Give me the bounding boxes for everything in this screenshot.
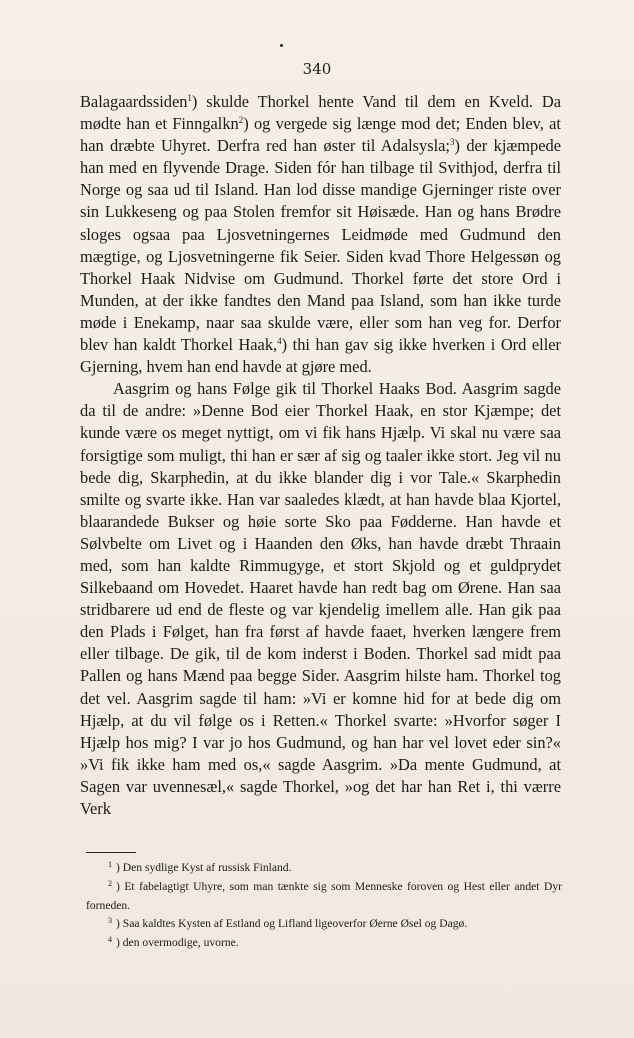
footnotes [86, 859, 562, 953]
ink-speck [280, 44, 283, 47]
footnote-ref-4: 4 [277, 336, 282, 347]
footnote-4 [86, 934, 562, 953]
footnote-text: ) Saa kaldtes Kysten af Estland og Lifland ligeoverfor Øerne Øsel og Dagø. [116, 917, 468, 931]
page-number: 340 [302, 60, 332, 78]
footnote-mark: 4 [108, 935, 112, 945]
text-run: ) thi han gav sig ikke hverken i Ord eller Gjerning, hvem han end havde at gjøre med. [80, 335, 561, 377]
footnote-3 [86, 915, 562, 934]
footnote-divider [86, 852, 136, 853]
footnote-ref-2: 2 [238, 115, 244, 126]
footnote-text: ) Et fabelagtigt Uhyre, som man tænkte sig som Menneske foroven og Hest eller andet Dyr forneden. [86, 879, 562, 912]
text-run: ) skulde Thorkel hente Vand til dem en Kveld. Da mødte han et Finngalkn [80, 92, 561, 134]
paragraph-1 [80, 91, 561, 378]
footnote-ref-1: 1 [187, 93, 192, 103]
footnote-mark: 2 [108, 878, 112, 888]
footnote-mark: 3 [108, 916, 112, 926]
footnote-2 [86, 878, 562, 916]
body-text [80, 91, 561, 820]
footnote-1 [86, 859, 562, 878]
text-run: ) der kjæmpede han med en flyvende Drage. Siden fór han tilbage til Svithjod, derfra til Norge og saa ud til Island. Han lod disse mandige Gjerninger riste over sin Lukkeseng og paa Stolen fremfor sit Høisæde. Han og hans Brødre sloges ogsaa paa Ljosvetningernes Leidmøde med Gudmund den mægtige, og Ljosvetningerne fik Seier. Siden kvad Thore Helgessøn og Thorkel Haak Nidvise om Gudmund. Thorkel førte det store Ord i Munden, at der ikke fandtes den Mand paa Island, som han ikke turde møde i Enekamp, naar saa skulde være, eller som han veg for. Derfor blev han kaldt Thorkel Haak, [80, 136, 561, 355]
footnote-mark: 1 [108, 860, 112, 869]
footnote-text: ) den overmodige, uvorne. [116, 936, 239, 950]
footnote-text: ) Den sydlige Kyst af russisk Finland. [116, 861, 292, 874]
paragraph-2: Aasgrim og hans Følge gik til Thorkel Haaks Bod. Aasgrim sagde da til de andre: »Denne Bod eier Thorkel Haak, en stor Kjæmpe; det kunde være os meget nyttigt, om vi fik hans Hjælp. Vi skal nu være saa forsigtige som muligt, thi han er sær af sig og taaler ikke stort. Jeg vil nu bede dig, Skarphedin, at du ikke blander dig i vor Tale.« Skarphedin smilte og svarte ikke. Han var saaledes klædt, at han havde blaa Kjortel, blaarandede Bukser og høie sorte Sko paa Fødderne. Han havde et Sølvbelte om Livet og i Haanden den Øks, han havde dræbt Thraain med, som han kaldte Rimmugyge, et stort Skjold og et guldprydet Silkebaand om Hovedet. Haaret havde han redt bag om Ørene. Han saa stridbarere ud end de fleste og var kjendelig imellem alle. Han gik paa den Plads i Følget, han fra først af havde faaet, hverken længere frem eller tilbage. De gik, til de kom inderst i Boden. Thorkel sad midt paa Pallen og hans Mænd paa begge Sider. Aasgrim hilste ham. Thorkel tog det vel. Aasgrim sagde til ham: »Vi er komne hid for at bede dig om Hjælp, at du vil følge os i Retten.« Thorkel svarte: »Hvorfor søger I Hjælp hos mig? I var jo hos Gudmund, og han har vel lovet eder sin?« »Vi fik ikke ham med os,« sagde Aasgrim. »Da mente Gudmund, at Sagen var uvennesæl,« sagde Thorkel, »og det har han Ret i, thi værre Verk [80, 379, 561, 818]
footnote-ref-3: 3 [450, 137, 455, 148]
text-run: ) og vergede sig længe mod det; Enden blev, at han dræbte Uhyret. Derfra red han øster til Adalsysla; [80, 114, 561, 156]
text-run: Balagaardssiden [80, 92, 188, 111]
